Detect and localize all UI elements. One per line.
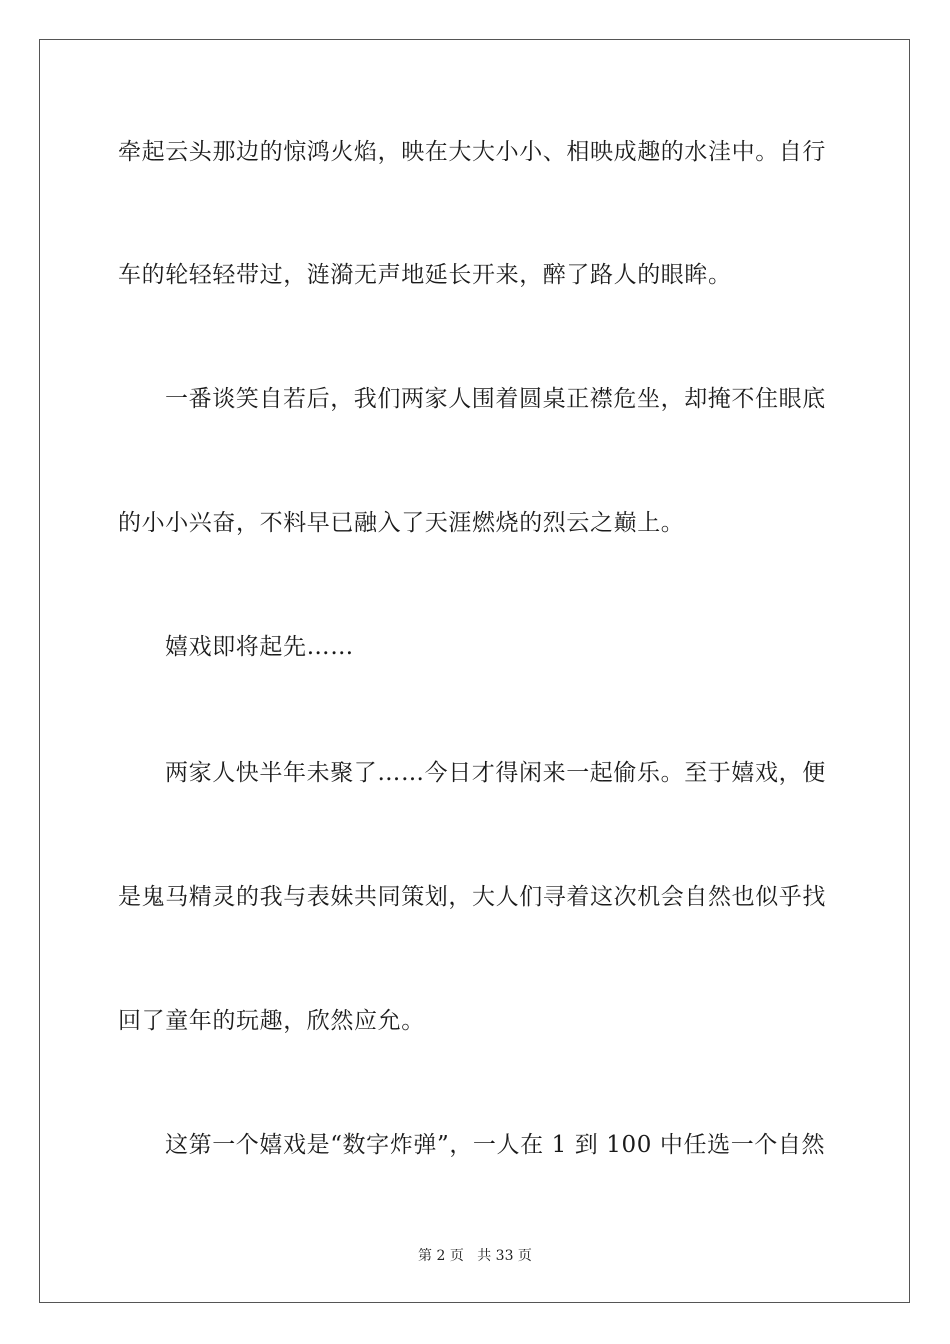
- page-footer: [0, 1247, 950, 1265]
- paragraph-first-line: 这第一个嬉戏是“数字炸弹”，一人在 1 到 100 中任选一个自然: [165, 1132, 826, 1158]
- paragraph-first-line: 一番谈笑自若后，我们两家人围着圆桌正襟危坐，却掩不住眼底: [165, 386, 826, 412]
- page-border: [39, 39, 910, 1303]
- text-line: 牵起云头那边的惊鸿火焰，映在大大小小、相映成趣的水洼中。自行: [118, 139, 826, 165]
- page-total: 共 33 页: [477, 1248, 532, 1264]
- text-line: 的小小兴奋，不料早已融入了天涯燃烧的烈云之巅上。: [118, 510, 685, 536]
- page-number: 第 2 页: [418, 1248, 464, 1264]
- paragraph-first-line: 嬉戏即将起先……: [165, 634, 354, 660]
- paragraph-first-line: 两家人快半年未聚了……今日才得闲来一起偷乐。至于嬉戏，便: [165, 760, 826, 786]
- text-line: 是鬼马精灵的我与表妹共同策划，大人们寻着这次机会自然也似乎找: [118, 884, 826, 910]
- text-line: 车的轮轻轻带过，涟漪无声地延长开来，醉了路人的眼眸。: [118, 262, 732, 288]
- text-line: 回了童年的玩趣，欣然应允。: [118, 1008, 425, 1034]
